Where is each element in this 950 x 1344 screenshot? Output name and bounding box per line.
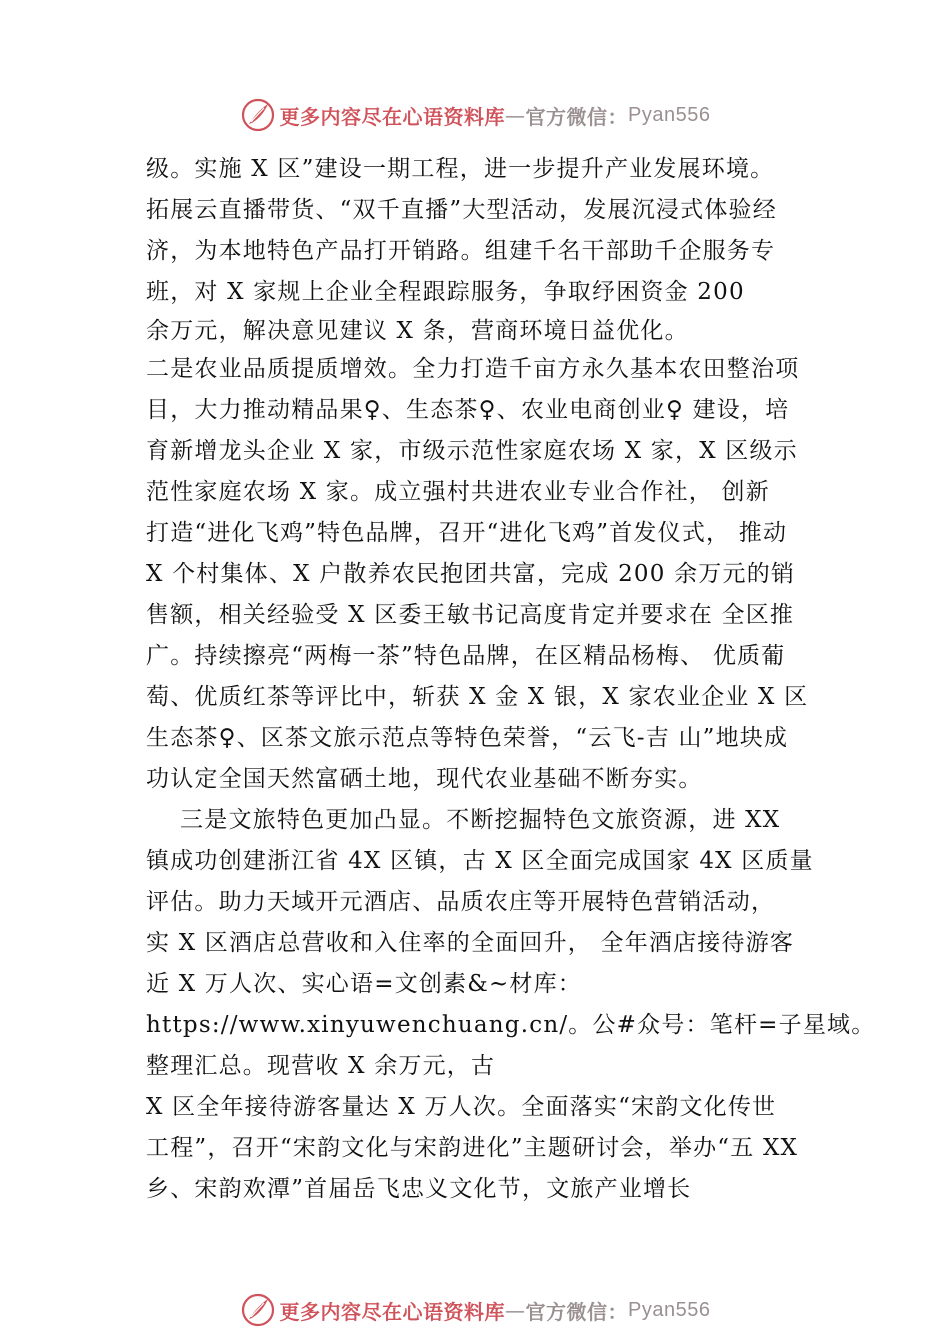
body-line: 三是文旅特色更加凸显。不断挖掘特色文旅资源，进 XX <box>146 807 781 833</box>
banner-subtitle: 官方微信： <box>525 1299 629 1324</box>
body-line: X 区全年接待游客量达 X 万人次。全面落实“宋韵文化传世 <box>146 1094 777 1120</box>
body-line: 功认定全国天然富硒土地，现代农业基础不断夯实。 <box>146 766 703 792</box>
body-line: 班，对 X 家规上企业全程跟踪服务，争取纾困资金 200 <box>146 279 745 305</box>
body-line: 目，大力推动精品果♀、生态茶♀、农业电商创业♀ 建设，培 <box>146 397 790 423</box>
body-line: 评估。助力天域开元酒店、品质农庄等开展特色营销活动， <box>146 889 776 915</box>
body-line: 育新增龙头企业 X 家，市级示范性家庭农场 X 家，X 区级示 <box>146 438 798 464</box>
body-line: 实 X 区酒店总营收和入住率的全面回升， 全年酒店接待游客 <box>146 930 795 956</box>
banner-subtitle: 官方微信： <box>525 104 629 129</box>
body-line: 济，为本地特色产品打开销路。组建千名干部助千企服务专 <box>146 238 776 264</box>
banner-separator: — <box>505 1298 526 1322</box>
body-line: 广。持续擦亮“两梅一茶”特色品牌，在区精品杨梅、 优质葡 <box>146 643 786 669</box>
body-line: 级。实施 X 区”建设一期工程，进一步提升产业发展环境。 <box>146 156 775 182</box>
feather-pen-seal-icon <box>240 97 276 133</box>
body-line: https://www.xinyuwenchuang.cn/。公#众号：笔杆=子星域。 <box>146 1012 876 1038</box>
banner-wechat-id: Pyan556 <box>628 103 711 126</box>
banner-title: 更多内容尽在心语资料库 <box>279 1299 506 1324</box>
body-line: 二是农业品质提质增效。全力打造千亩方永久基本农田整治项 <box>146 356 800 382</box>
body-line: 镇成功创建浙江省 4X 区镇，古 X 区全面完成国家 4X 区质量 <box>146 848 814 874</box>
body-line: 萄、优质红茶等评比中，斩获 X 金 X 银，X 家农业企业 X 区 <box>146 684 809 710</box>
body-line: 工程”，召开“宋韵文化与宋韵进化”主题研讨会，举办“五 XX <box>146 1135 799 1161</box>
body-line: 售额，相关经验受 X 区委王敏书记高度肯定并要求在 全区推 <box>146 602 795 628</box>
header-watermark-banner <box>0 95 950 135</box>
banner-title: 更多内容尽在心语资料库 <box>279 104 506 129</box>
body-line: X 个村集体、X 户散养农民抱团共富，完成 200 余万元的销 <box>146 561 796 587</box>
body-line: 近 X 万人次、实心语=文创素&~材库： <box>146 971 583 997</box>
footer-watermark-banner <box>0 1290 950 1330</box>
body-line: 整理汇总。现营收 X 余万元，古 <box>146 1053 496 1079</box>
banner-wechat-id: Pyan556 <box>628 1298 711 1321</box>
body-line: 打造“进化飞鸡”特色品牌，召开“进化飞鸡”首发仪式， 推动 <box>146 520 788 546</box>
body-line: 生态茶♀、区茶文旅示范点等特色荣誉，“云飞-吉 山”地块成 <box>146 725 789 751</box>
body-line: 拓展云直播带货、“双千直播”大型活动，发展沉浸式体验经 <box>146 197 777 223</box>
banner-separator: — <box>505 103 526 127</box>
body-line: 乡、宋韵欢潭”首届岳飞忠义文化节，文旅产业增长 <box>146 1176 692 1202</box>
feather-pen-seal-icon <box>240 1292 276 1328</box>
body-line: 余万元，解决意见建议 X 条，营商环境日益优化。 <box>146 318 689 344</box>
document-body <box>146 149 876 1210</box>
body-line: 范性家庭农场 X 家。成立强村共进农业专业合作社， 创新 <box>146 479 770 505</box>
